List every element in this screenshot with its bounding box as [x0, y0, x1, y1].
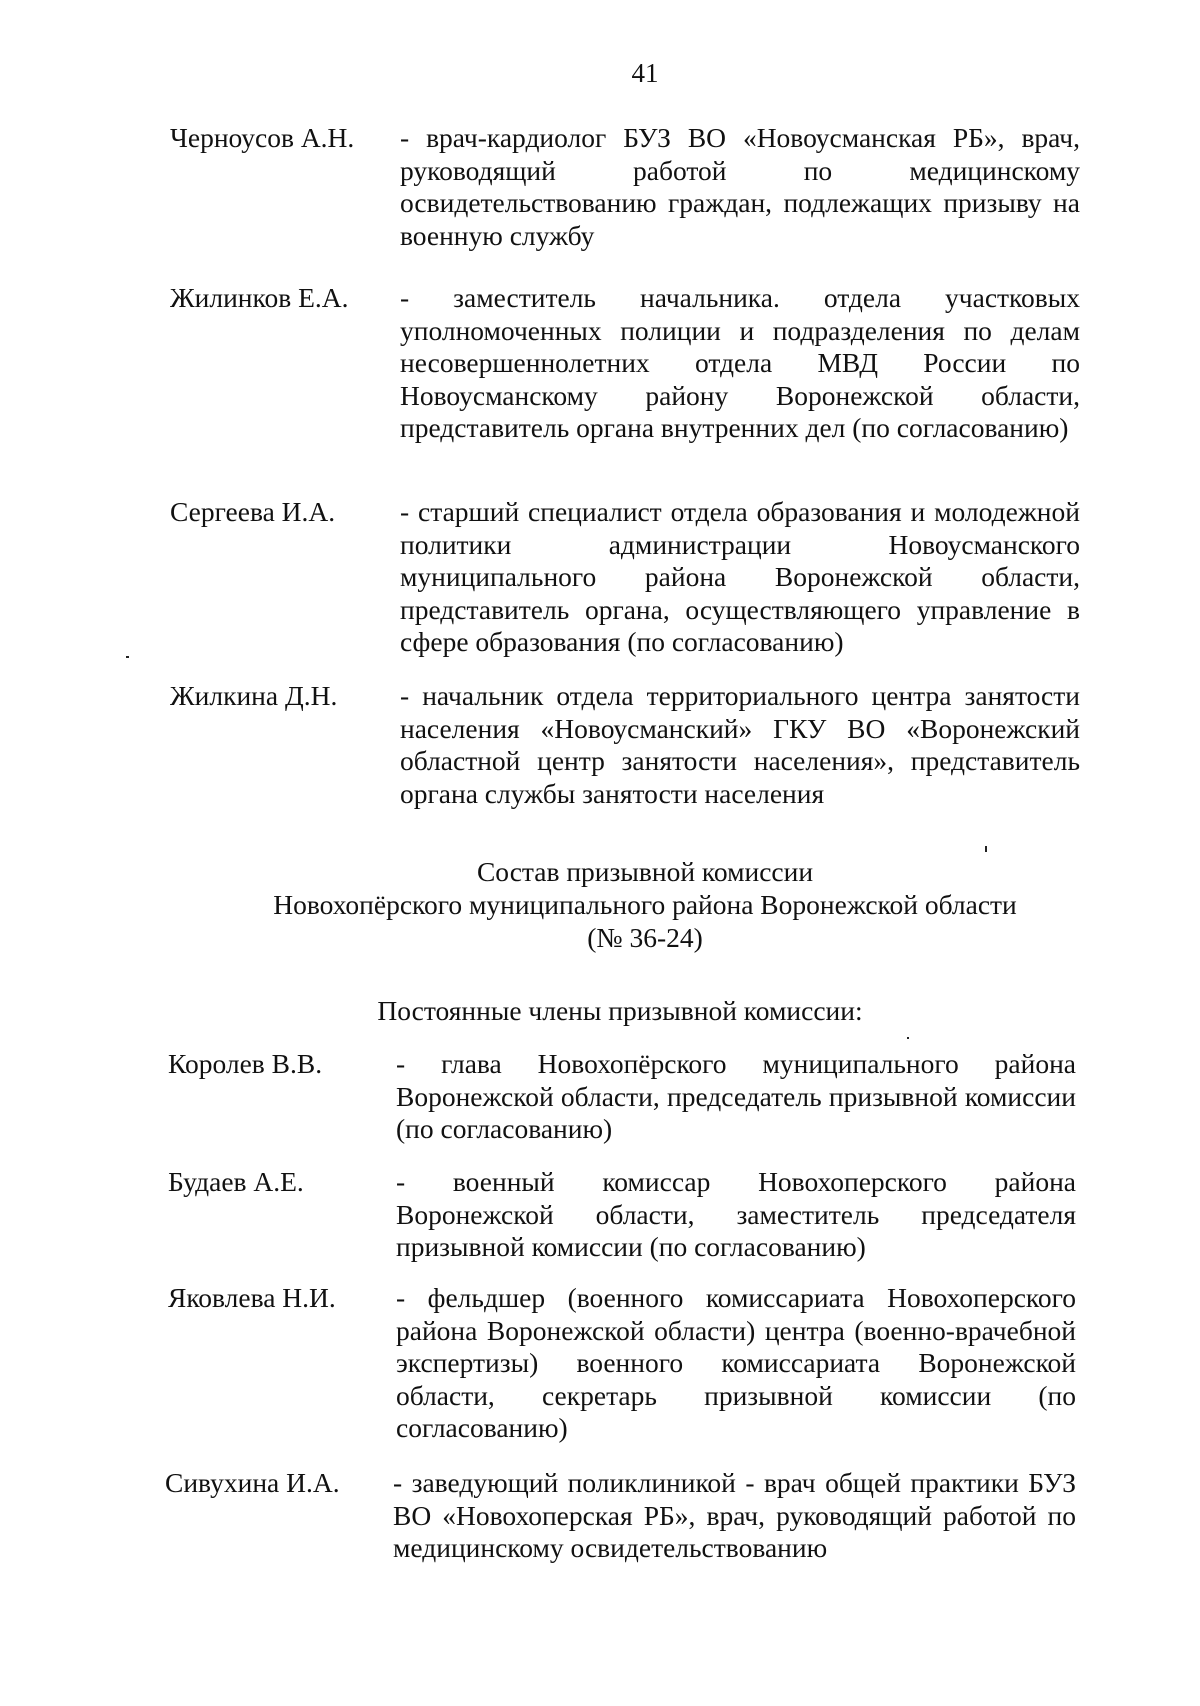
member-name: Жилкина Д.Н. [170, 680, 338, 711]
member-entry [168, 1166, 1076, 1276]
member-entry [168, 1282, 1076, 1452]
member-description: - начальник отдела территориального центра занятости населения «Новоусманский» ГКУ ВО «Воронежский областной центр занятости населения», представитель органа службы занятости населения [400, 680, 1080, 809]
member-description: - старший специалист отдела образования и молодежной политики администрации Новоусманского муниципального района Воронежской области, представитель органа, осуществляющего управление в сфере образования (по согласованию) [400, 496, 1080, 657]
composition-heading-line1: Состав призывной комиссии [476, 856, 814, 887]
composition-heading-line2: Новохопёрского муниципального района Воронежской области [273, 889, 1017, 920]
member-name: Черноусов А.Н. [170, 122, 355, 153]
member-entry [170, 122, 1080, 252]
permanent-members-heading: Постоянные члены призывной комиссии: [377, 995, 863, 1026]
member-description: - врач-кардиолог БУЗ ВО «Новоусманская РБ», врач, руководящий работой по медицинскому освидетельствованию граждан, подлежащих призыву на военную службу [400, 122, 1080, 251]
member-name: Сивухина И.А. [165, 1467, 340, 1498]
member-entry [170, 496, 1080, 666]
member-description: - фельдшер (военного комиссариата Новохоперского района Воронежской области) центра (военно-врачебной экспертизы) военного комиссариата Воронежской области, секретарь призывной комиссии (по согласованию) [396, 1282, 1076, 1443]
page-number: 41 [631, 58, 659, 88]
member-description: - военный комиссар Новохоперского района Воронежской области, заместитель председателя призывной комиссии (по согласованию) [396, 1166, 1076, 1262]
member-entry [170, 680, 1080, 820]
scan-speck [985, 846, 987, 852]
member-name: Королев В.В. [168, 1048, 323, 1079]
member-name: Жилинков Е.А. [170, 282, 349, 313]
member-name: Яковлева Н.И. [168, 1282, 336, 1313]
member-name: Сергеева И.А. [170, 496, 336, 527]
scan-speck [907, 1037, 909, 1039]
member-description: - заместитель начальника. отдела участковых уполномоченных полиции и подразделения по делам несовершеннолетних отдела МВД России по Новоусманскому району Воронежской области, представитель органа внутренних дел (по согласованию) [400, 282, 1080, 443]
scan-speck [126, 656, 129, 658]
member-name: Будаев А.Е. [168, 1166, 304, 1197]
member-entry [170, 282, 1080, 482]
member-entry [165, 1467, 1076, 1577]
composition-heading-number: (№ 36-24) [587, 922, 703, 953]
member-entry [168, 1048, 1076, 1158]
member-description: - глава Новохопёрского муниципального района Воронежской области, председатель призывной комиссии (по согласованию) [396, 1048, 1076, 1144]
member-description: - заведующий поликлиникой - врач общей практики БУЗ ВО «Новохоперская РБ», врач, руководящий работой по медицинскому освидетельствованию [393, 1467, 1076, 1563]
